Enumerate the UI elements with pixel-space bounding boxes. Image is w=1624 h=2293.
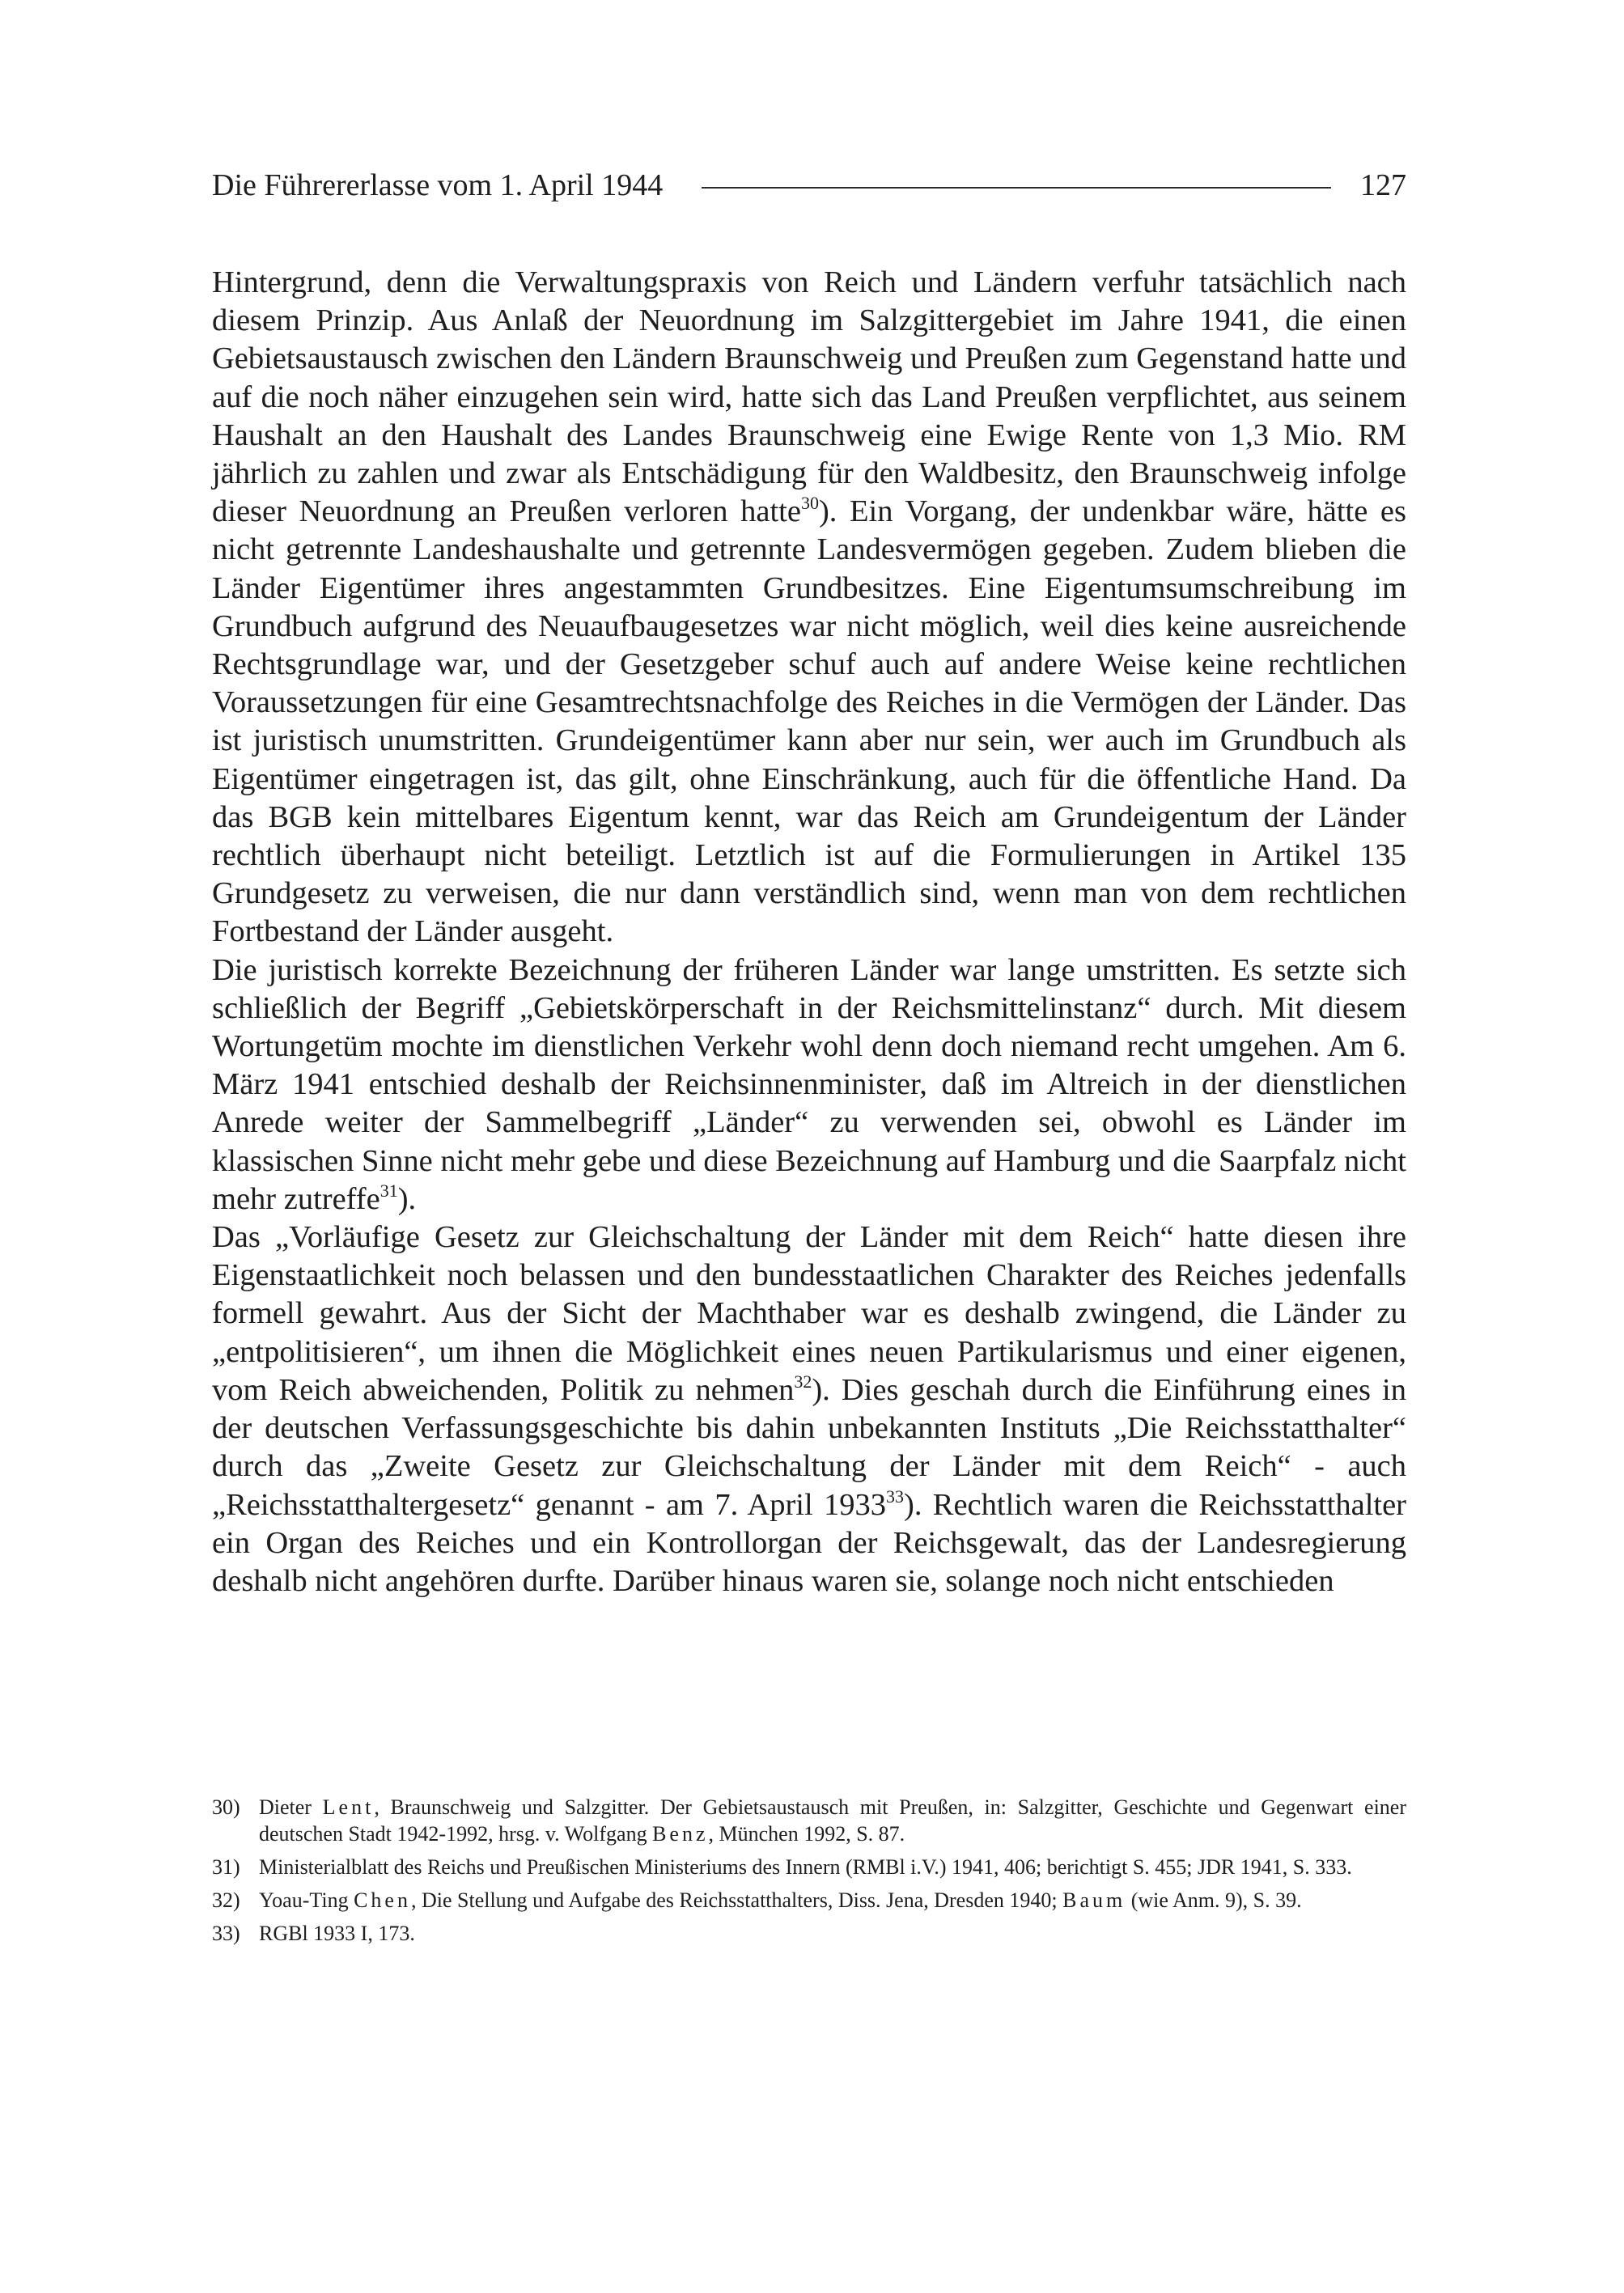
footnote-number: 32) xyxy=(212,1888,240,1912)
footnote-31 xyxy=(212,1854,1406,1880)
footnote-number: 31) xyxy=(212,1855,240,1879)
paragraph-text: ). Dies geschah durch die Einführung eines in der deutschen Verfassungsgeschichte bis dahin unbekannten Instituts „Die Reichsstatthalter“ durch das „Zweite Gesetz zur Gleichschaltung der Länder mit dem Reich“ - auch „Reichsstatthaltergesetz“ genannt - am 7. April 1933 xyxy=(212,1372,1406,1522)
paragraph-text: Hintergrund, denn die Verwaltungspraxis von Reich und Ländern verfuhr tatsächlich nach diesem Prinzip. Aus Anlaß der Neuordnung im Salzgittergebiet im Jahre 1941, die einen Gebietsaustausch zwischen den Ländern Braunschweig und Preußen zum Gegenstand hatte und auf die noch näher einzugehen sein wird, hatte sich das Land Preußen verpflichtet, aus seinem Haushalt an den Haushalt des Landes Braunschweig eine Ewige Rente von 1,3 Mio. RM jährlich zu zahlen und zwar als Entschädigung für den Waldbesitz, den Braunschweig infolge dieser Neuordnung an Preußen verloren hatte xyxy=(212,265,1406,529)
paragraph-text: Die juristisch korrekte Bezeichnung der früheren Länder war lange umstritten. Es setzte sich schließlich der Begriff „Gebietskörperschaft in der Reichsmittelinstanz“ durch. Mit diesem Wortungetüm mochte im dienstlichen Verkehr wohl denn doch niemand recht umgehen. Am 6. März 1941 entschied deshalb der Reichsinnenminister, daß im Altreich in der dienstlichen Anrede weiter der Sammelbegriff „Länder“ zu verwenden sei, obwohl es Länder im klassischen Sinne nicht mehr gebe und diese Bezeichnung auf Hamburg und die Saarpfalz nicht mehr zutreffe xyxy=(212,952,1406,1216)
paragraph-text: ). Ein Vorgang, der undenkbar wäre, hätte es nicht getrennte Landeshaushalte und getrennte Landesvermögen gegeben. Zudem blieben die Länder Eigentümer ihres angestammten Grundbesitzes. Eine Eigentumsumschreibung im Grundbuch aufgrund des Neuaufbaugesetzes war nicht möglich, weil dies keine ausreichende Rechtsgrundlage war, und der Gesetzgeber schuf auch auf andere Weise keine rechtlichen Voraussetzungen für eine Gesamtrechtsnachfolge des Reiches in die Vermögen der Länder. Das ist juristisch unumstritten. Grundeigentümer kann aber nur sein, wer auch im Grundbuch als Eigentümer eingetragen ist, das gilt, ohne Einschränkung, auch für die öffentliche Hand. Da das BGB kein mittelbares Eigentum kennt, war das Reich am Grundeigentum der Länder rechtlich überhaupt nicht beteiligt. Letztlich ist auf die Formulierungen in Artikel 135 Grundgesetz zu verweisen, die nur dann verständlich sind, wenn man von dem rechtlichen Fortbestand der Länder ausgeht. xyxy=(212,494,1406,949)
footnote-ref-30[interactable]: 30 xyxy=(800,493,819,514)
paragraph-text: ). Rechtlich waren die Reichsstatthalter ein Organ des Reiches und ein Kontrollorgan der Reichsgewalt, das der Landesregierung deshalb nicht angehören durfte. Darüber hinaus waren sie, solange noch nicht entschieden xyxy=(212,1487,1406,1598)
footnote-text: RGBl 1933 I, 173. xyxy=(259,1922,415,1945)
footnote-text: Ministerialblatt des Reichs und Preußischen Ministeriums des Innern (RMBl i.V.) 1941, 406; berichtigt S. 455; JDR 1941, S. 333. xyxy=(259,1855,1352,1879)
footnote-number: 30) xyxy=(212,1795,240,1819)
footnote-part: , Braunschweig und Salzgitter. Der Gebietsaustausch mit Preußen, in: Salzgitter, Geschichte und Gegenwart einer deutschen Stadt 1942-1992, hrsg. v. Wolfgang xyxy=(259,1795,1407,1846)
book-page xyxy=(212,166,1407,1945)
footnote-part: Yoau-Ting xyxy=(259,1888,354,1912)
footnote-30 xyxy=(212,1794,1406,1847)
paragraph-1 xyxy=(212,264,1406,952)
paragraph-3 xyxy=(212,1219,1406,1600)
footnote-number: 33) xyxy=(212,1922,240,1945)
running-head-rule xyxy=(702,187,1331,189)
footnote-author: Baum xyxy=(1062,1888,1126,1912)
paragraph-text: ). xyxy=(397,1181,417,1216)
footnote-editor: Benz xyxy=(652,1822,709,1846)
footnote-part: , München 1992, S. 87. xyxy=(708,1822,905,1846)
footnote-text xyxy=(259,1887,1406,1914)
footnote-ref-33[interactable]: 33 xyxy=(886,1486,905,1507)
footnote-part: , Die Stellung und Aufgabe des Reichsstatthalters, Diss. Jena, Dresden 1940; xyxy=(410,1888,1063,1912)
footnote-ref-32[interactable]: 32 xyxy=(794,1371,812,1392)
paragraph-text: Das „Vorläufige Gesetz zur Gleichschaltung der Länder mit dem Reich“ hatte diesen ihre Eigenstaatlichkeit noch belassen und den bundesstaatlichen Charakter des Reiches jedenfalls formell gewahrt. Aus der Sicht der Machthaber war es deshalb zwingend, die Länder zu „entpolitisieren“, um ihnen die Möglichkeit eines neuen Partikularismus und einer eigenen, vom Reich abweichenden, Politik zu nehmen xyxy=(212,1220,1406,1407)
page-number: 127 xyxy=(1360,168,1406,202)
running-head-title: Die Führererlasse vom 1. April 1944 xyxy=(212,168,664,202)
footnote-33 xyxy=(212,1920,1406,1947)
footnote-author: Lent xyxy=(322,1795,375,1819)
paragraph-2 xyxy=(212,952,1406,1219)
footnotes xyxy=(212,1794,1406,1953)
running-head xyxy=(212,166,1406,205)
footnote-text xyxy=(259,1794,1406,1847)
footnote-author: Chen xyxy=(354,1888,411,1912)
footnote-part: Dieter xyxy=(259,1795,323,1819)
footnote-part: (wie Anm. 9), S. 39. xyxy=(1126,1888,1302,1912)
footnote-32 xyxy=(212,1887,1406,1914)
body-text xyxy=(212,264,1406,1600)
footnote-ref-31[interactable]: 31 xyxy=(379,1180,398,1201)
